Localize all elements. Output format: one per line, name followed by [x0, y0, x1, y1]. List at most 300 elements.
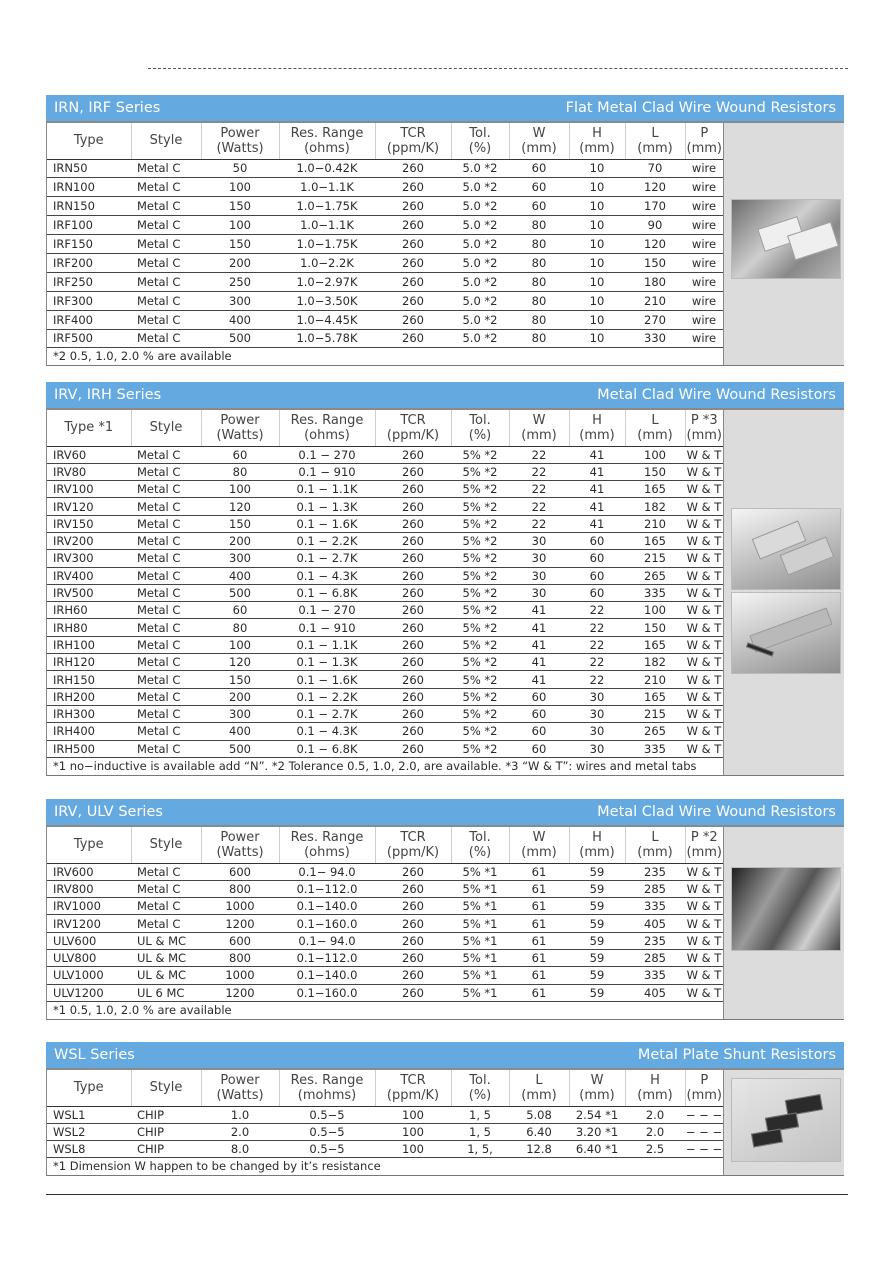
table-cell: W & T: [686, 707, 722, 722]
column-header: TCR (ppm/K): [375, 123, 451, 159]
table-cell: W & T: [686, 534, 722, 549]
table-cell: 165: [625, 481, 685, 498]
table-cell: 2.5: [625, 1141, 685, 1158]
table-cell: W & T: [686, 586, 722, 601]
table-cell: 5% *1: [451, 967, 509, 984]
table-cell: 100: [625, 446, 685, 463]
table-cell: W & T: [686, 881, 722, 896]
table-cell: 1.0−2.2K: [279, 253, 375, 272]
photo-panel: [724, 1070, 844, 1175]
table-cell: IRV600: [47, 863, 131, 880]
table-row: [47, 291, 723, 310]
series-subtitle: Metal Clad Wire Wound Resistors: [597, 804, 836, 820]
table-row: [47, 532, 723, 549]
table-row: [47, 898, 723, 915]
table-row: [47, 550, 723, 567]
column-header: H (mm): [625, 1070, 685, 1106]
column-header: Type: [47, 123, 131, 159]
footnote: *1 no−inductive is available add “N”. *2 Tolerance 0.5, 1.0, 2.0, are available. *3 “W & T”: wires and metal tabs: [53, 758, 697, 773]
table-row: [47, 619, 723, 636]
table-cell: 0.1−160.0: [279, 915, 375, 932]
table-cell: WSL8: [47, 1141, 131, 1158]
table-cell: 41: [509, 671, 569, 688]
table-cell: 270: [625, 310, 685, 329]
table-cell: 260: [375, 602, 451, 619]
table-cell: 80: [509, 216, 569, 235]
table-cell: Metal C: [131, 463, 201, 480]
column-header: W (mm): [509, 827, 569, 863]
table-cell: 0.1−160.0: [279, 984, 375, 1001]
table-cell: 0.1 − 910: [279, 463, 375, 480]
table-cell: wire: [685, 253, 723, 272]
table-cell: W & T: [686, 672, 722, 687]
table-cell: 0.5−5: [279, 1123, 375, 1140]
table-cell: 10: [569, 197, 625, 216]
series-title: IRV, IRH Series: [54, 387, 162, 403]
table-cell: 0.1 − 1.3K: [279, 498, 375, 515]
table-cell: WSL2: [47, 1123, 131, 1140]
table-cell: Metal C: [131, 515, 201, 532]
table-cell: 215: [625, 550, 685, 567]
table-cell: 5% *2: [451, 654, 509, 671]
table-cell: 5% *2: [451, 532, 509, 549]
table-row: [47, 740, 723, 757]
table-cell: 61: [509, 932, 569, 949]
table-cell: 0.1−140.0: [279, 967, 375, 984]
table-cell: 41: [509, 654, 569, 671]
table-cell: 235: [625, 932, 685, 949]
table-cell: 260: [375, 984, 451, 1001]
table-cell: IRV1000: [47, 898, 131, 915]
table-row: [47, 178, 723, 197]
table-cell: 41: [569, 515, 625, 532]
footnote: *1 0.5, 1.0, 2.0 % are available: [53, 1002, 232, 1017]
table-cell: 30: [509, 550, 569, 567]
table-cell: 260: [375, 949, 451, 966]
table-cell: 1.0−0.42K: [279, 159, 375, 178]
table-cell: 1, 5: [451, 1123, 509, 1140]
table-cell: 0.1−140.0: [279, 898, 375, 915]
table-cell: 5% *2: [451, 602, 509, 619]
table-cell: 10: [569, 310, 625, 329]
table-cell: 330: [625, 329, 685, 348]
table-cell: 5% *1: [451, 984, 509, 1001]
table-cell: Metal C: [131, 636, 201, 653]
table-cell: 59: [569, 984, 625, 1001]
header-row: [47, 410, 723, 446]
table-cell: Metal C: [131, 602, 201, 619]
series-title: IRV, ULV Series: [54, 804, 163, 820]
table-cell: 200: [201, 253, 279, 272]
table-cell: IRV500: [47, 584, 131, 601]
table-cell: 0.1 − 2.7K: [279, 705, 375, 722]
table-cell: 61: [509, 898, 569, 915]
table-cell: 0.1− 94.0: [279, 863, 375, 880]
table-cell: 61: [509, 984, 569, 1001]
table-row: [47, 216, 723, 235]
column-header: Style: [131, 410, 201, 446]
table-cell: 260: [375, 329, 451, 348]
top-dashed-rule: [148, 68, 848, 69]
table-cell: 80: [201, 619, 279, 636]
table-cell: wire: [685, 178, 723, 197]
table-cell: 5.0 *2: [451, 253, 509, 272]
table-cell: 59: [569, 863, 625, 880]
table-row: [47, 253, 723, 272]
table-cell: 120: [625, 178, 685, 197]
table-cell: Metal C: [131, 310, 201, 329]
table-cell: 60: [509, 705, 569, 722]
table-cell: 10: [569, 159, 625, 178]
table-cell: 5% *1: [451, 949, 509, 966]
table-cell: 300: [201, 550, 279, 567]
table-cell: Metal C: [131, 671, 201, 688]
section-header: [46, 799, 844, 825]
table-cell: 100: [375, 1123, 451, 1140]
table-cell: 41: [569, 463, 625, 480]
table-row: [47, 197, 723, 216]
table-row: [47, 967, 723, 984]
table-row: [47, 863, 723, 880]
table-cell: 260: [375, 932, 451, 949]
column-header: TCR (ppm/K): [375, 1070, 451, 1106]
table-cell: 285: [625, 949, 685, 966]
table-cell: 41: [509, 602, 569, 619]
table-cell: W & T: [686, 568, 722, 583]
table-cell: 5% *2: [451, 567, 509, 584]
table-cell: W & T: [686, 724, 722, 739]
table-cell: 10: [569, 253, 625, 272]
table-cell: 260: [375, 898, 451, 915]
column-header: L (mm): [625, 827, 685, 863]
table-cell: 260: [375, 880, 451, 897]
section-header: [46, 95, 844, 121]
column-header: H (mm): [569, 827, 625, 863]
table-cell: IRN150: [47, 197, 131, 216]
table-cell: 100: [625, 602, 685, 619]
table-cell: Metal C: [131, 550, 201, 567]
section-irv-irh: [46, 382, 844, 776]
table-cell: Metal C: [131, 705, 201, 722]
column-header: Style: [131, 827, 201, 863]
table-cell: W & T: [686, 620, 722, 635]
table-cell: 1.0−1.1K: [279, 178, 375, 197]
header-row: [47, 1070, 723, 1106]
table-cell: 120: [201, 498, 279, 515]
table-cell: 5% *1: [451, 915, 509, 932]
table-cell: − − −: [685, 1124, 723, 1139]
table-cell: 180: [625, 272, 685, 291]
table-row: [47, 481, 723, 498]
table-cell: Metal C: [131, 446, 201, 463]
table-cell: 260: [375, 235, 451, 254]
table-cell: 0.1 − 4.3K: [279, 567, 375, 584]
table-cell: 1.0−4.45K: [279, 310, 375, 329]
table-cell: 2.0: [625, 1106, 685, 1123]
table-cell: 60: [569, 532, 625, 549]
table-row: [47, 705, 723, 722]
table-cell: 1.0−2.97K: [279, 272, 375, 291]
table-cell: 800: [201, 949, 279, 966]
table-cell: 5% *2: [451, 671, 509, 688]
column-header: P (mm): [685, 123, 723, 159]
table-cell: 182: [625, 498, 685, 515]
table-cell: 600: [201, 932, 279, 949]
table-cell: 59: [569, 932, 625, 949]
table-cell: Metal C: [131, 915, 201, 932]
table-row: [47, 932, 723, 949]
table-cell: 5% *2: [451, 498, 509, 515]
table-cell: 5% *2: [451, 636, 509, 653]
table-cell: IRH60: [47, 602, 131, 619]
table-cell: 1000: [201, 898, 279, 915]
table-cell: IRH200: [47, 688, 131, 705]
table-cell: 285: [625, 880, 685, 897]
table-row: [47, 235, 723, 254]
table-cell: 5.0 *2: [451, 329, 509, 348]
table-row: [47, 984, 723, 1001]
table-row: [47, 498, 723, 515]
table-cell: IRV200: [47, 532, 131, 549]
table-cell: 80: [201, 463, 279, 480]
table-cell: − − −: [685, 1107, 723, 1122]
table-cell: UL & MC: [131, 932, 201, 949]
table-cell: 215: [625, 705, 685, 722]
table-cell: 10: [569, 272, 625, 291]
table-cell: 150: [201, 235, 279, 254]
table-cell: 165: [625, 688, 685, 705]
table-cell: 22: [569, 602, 625, 619]
table-cell: 22: [509, 498, 569, 515]
table-cell: 5% *2: [451, 688, 509, 705]
table-cell: W & T: [686, 637, 722, 652]
table-row: [47, 602, 723, 619]
table-cell: 10: [569, 178, 625, 197]
table-cell: 150: [201, 671, 279, 688]
table-cell: 0.1 − 4.3K: [279, 723, 375, 740]
table-row: [47, 310, 723, 329]
table-cell: 30: [569, 740, 625, 757]
table-cell: 30: [509, 584, 569, 601]
ulv-resistor-photo: [731, 867, 841, 951]
table-cell: Metal C: [131, 740, 201, 757]
table-cell: 405: [625, 984, 685, 1001]
section-irv-ulv: [46, 799, 844, 1020]
table-cell: 41: [569, 481, 625, 498]
column-header: Power (Watts): [201, 1070, 279, 1106]
table-cell: Metal C: [131, 898, 201, 915]
series-subtitle: Flat Metal Clad Wire Wound Resistors: [565, 100, 836, 116]
table-cell: 260: [375, 619, 451, 636]
table-cell: IRH500: [47, 740, 131, 757]
table-row: [47, 688, 723, 705]
table-cell: 60: [509, 723, 569, 740]
table-cell: 5% *1: [451, 863, 509, 880]
table-cell: IRH400: [47, 723, 131, 740]
table-cell: Metal C: [131, 197, 201, 216]
table-cell: 260: [375, 671, 451, 688]
column-header: Res. Range (ohms): [279, 123, 375, 159]
table-cell: IRH150: [47, 671, 131, 688]
column-header: Res. Range (ohms): [279, 827, 375, 863]
table-cell: 61: [509, 949, 569, 966]
table-cell: 5% *2: [451, 584, 509, 601]
table-cell: 100: [201, 216, 279, 235]
table-cell: 80: [509, 291, 569, 310]
table-cell: 22: [569, 636, 625, 653]
table-cell: UL & MC: [131, 967, 201, 984]
table-row: [47, 159, 723, 178]
table-cell: 260: [375, 532, 451, 549]
table-cell: Metal C: [131, 159, 201, 178]
table-cell: wire: [685, 329, 723, 348]
table-cell: 120: [201, 654, 279, 671]
table-cell: 12.8: [509, 1141, 569, 1158]
column-header: Power (Watts): [201, 123, 279, 159]
table-cell: W & T: [686, 655, 722, 670]
table-cell: 5% *1: [451, 880, 509, 897]
table-cell: IRH100: [47, 636, 131, 653]
table-cell: 260: [375, 498, 451, 515]
table-cell: Metal C: [131, 863, 201, 880]
table-cell: 400: [201, 310, 279, 329]
table-cell: 22: [509, 481, 569, 498]
table-cell: ULV600: [47, 932, 131, 949]
table-cell: 500: [201, 584, 279, 601]
table-cell: 1.0−1.75K: [279, 235, 375, 254]
table-cell: 260: [375, 654, 451, 671]
table-cell: 5.0 *2: [451, 291, 509, 310]
table-cell: 10: [569, 235, 625, 254]
table-cell: Metal C: [131, 654, 201, 671]
table-cell: 22: [569, 654, 625, 671]
section-irn-irf: [46, 95, 844, 366]
table-cell: 0.5−5: [279, 1106, 375, 1123]
table-cell: 335: [625, 967, 685, 984]
table-cell: 0.1 − 910: [279, 619, 375, 636]
header-row: [47, 123, 723, 159]
table-cell: W & T: [686, 951, 722, 966]
table-cell: 10: [569, 216, 625, 235]
table-cell: Metal C: [131, 567, 201, 584]
column-header: Tol. (%): [451, 827, 509, 863]
table-cell: IRH80: [47, 619, 131, 636]
table-cell: W & T: [686, 447, 722, 462]
table-cell: CHIP: [131, 1123, 201, 1140]
table-cell: 5% *2: [451, 705, 509, 722]
table-cell: 800: [201, 880, 279, 897]
table-cell: 10: [569, 291, 625, 310]
table-cell: 2.54 *1: [569, 1106, 625, 1123]
wsl-chip-photo: [731, 1078, 841, 1162]
table-cell: IRV1200: [47, 915, 131, 932]
table-cell: 30: [509, 567, 569, 584]
column-header: Power (Watts): [201, 827, 279, 863]
table-cell: 61: [509, 967, 569, 984]
table-cell: 150: [625, 253, 685, 272]
table-cell: IRV300: [47, 550, 131, 567]
table-cell: 1200: [201, 984, 279, 1001]
table-cell: IRV800: [47, 880, 131, 897]
table-cell: IRN50: [47, 159, 131, 178]
table-cell: 335: [625, 740, 685, 757]
table-cell: wire: [685, 216, 723, 235]
table-cell: 300: [201, 291, 279, 310]
table-cell: Metal C: [131, 272, 201, 291]
table-cell: Metal C: [131, 291, 201, 310]
table-cell: 5.08: [509, 1106, 569, 1123]
table-row: [47, 723, 723, 740]
column-header: Tol. (%): [451, 410, 509, 446]
table-cell: ULV800: [47, 949, 131, 966]
table-cell: 260: [375, 159, 451, 178]
table-cell: wire: [685, 310, 723, 329]
table-cell: 170: [625, 197, 685, 216]
table-cell: 5% *1: [451, 932, 509, 949]
table-row: [47, 515, 723, 532]
table-cell: 60: [509, 178, 569, 197]
column-header: Style: [131, 1070, 201, 1106]
table-cell: IRV60: [47, 446, 131, 463]
table-cell: 60: [509, 159, 569, 178]
section-header: [46, 1042, 844, 1068]
table-cell: W & T: [686, 985, 722, 1000]
table-cell: 260: [375, 481, 451, 498]
table-cell: 265: [625, 723, 685, 740]
table-cell: 5% *2: [451, 619, 509, 636]
table-cell: 6.40 *1: [569, 1141, 625, 1158]
table-cell: 260: [375, 740, 451, 757]
table-cell: W & T: [686, 551, 722, 566]
table-row: [47, 880, 723, 897]
table-cell: 0.1 − 1.3K: [279, 654, 375, 671]
table-row: [47, 463, 723, 480]
table-cell: W & T: [686, 689, 722, 704]
table-cell: 1.0−5.78K: [279, 329, 375, 348]
section-header: [46, 382, 844, 408]
table-cell: Metal C: [131, 329, 201, 348]
table-row: [47, 272, 723, 291]
table-cell: 5.0 *2: [451, 216, 509, 235]
table-cell: W & T: [686, 603, 722, 618]
table-cell: 1.0: [201, 1106, 279, 1123]
table-cell: 260: [375, 197, 451, 216]
table-cell: 260: [375, 515, 451, 532]
table-cell: 60: [509, 197, 569, 216]
table-cell: 235: [625, 863, 685, 880]
table-cell: 500: [201, 329, 279, 348]
table-cell: 2.0: [201, 1123, 279, 1140]
table-cell: 200: [201, 688, 279, 705]
spec-table: [47, 410, 723, 758]
table-cell: 41: [509, 619, 569, 636]
table-cell: IRF400: [47, 310, 131, 329]
column-header: W (mm): [569, 1070, 625, 1106]
table-cell: 1.0−1.1K: [279, 216, 375, 235]
table-cell: IRH300: [47, 705, 131, 722]
irh-resistor-photo: [731, 592, 841, 674]
footnote: *2 0.5, 1.0, 2.0 % are available: [53, 349, 232, 364]
table-cell: WSL1: [47, 1106, 131, 1123]
table-cell: 260: [375, 446, 451, 463]
table-cell: 1000: [201, 967, 279, 984]
table-cell: W & T: [686, 499, 722, 514]
table-cell: 0.1 − 6.8K: [279, 740, 375, 757]
table-cell: 405: [625, 915, 685, 932]
table-cell: 90: [625, 216, 685, 235]
table-cell: IRF300: [47, 291, 131, 310]
table-cell: Metal C: [131, 584, 201, 601]
